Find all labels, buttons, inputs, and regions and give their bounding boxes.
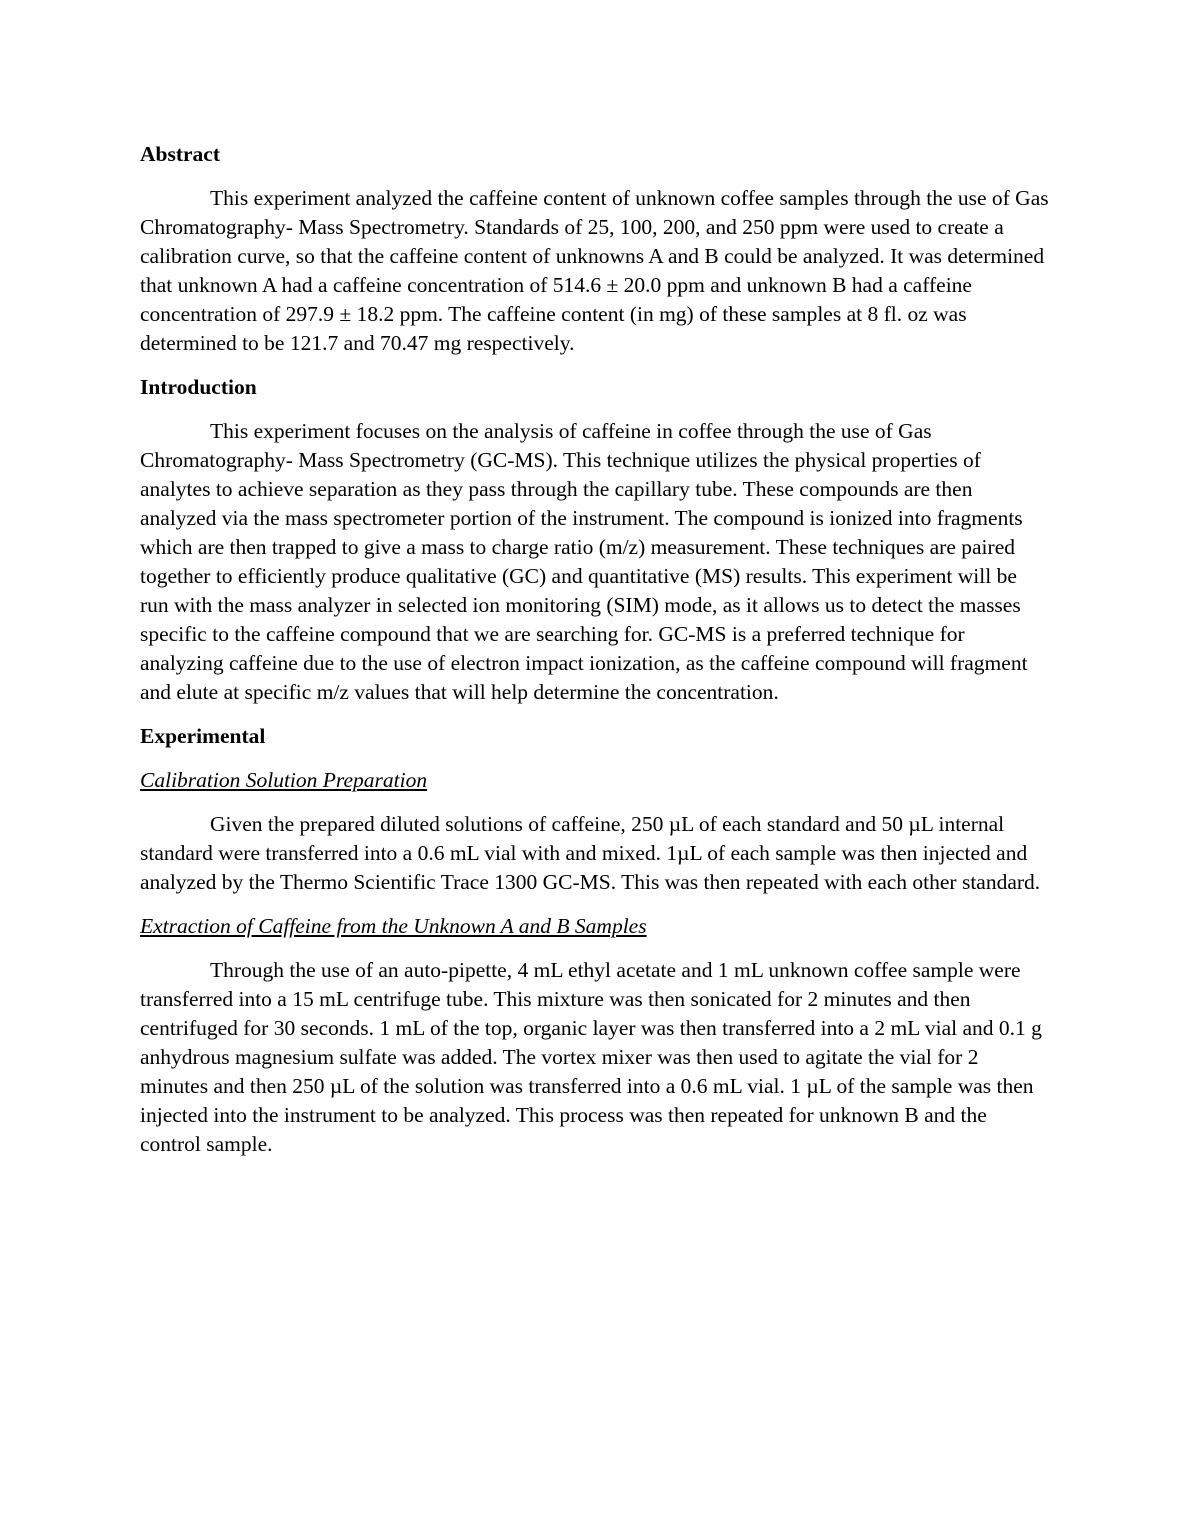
abstract-heading: Abstract xyxy=(140,142,221,166)
calibration-subheading: Calibration Solution Preparation xyxy=(140,768,428,792)
introduction-paragraph: This experiment focuses on the analysis of caffeine in coffee through the use of Gas Chromatography- Mass Spectrometry (GC-MS). This technique utilizes the physical properties of analytes to achieve separation as they pass through the capillary tube. These compounds are then analyzed via the mass spectrometer portion of the instrument. The compound is ionized into fragments which are then trapped to give a mass to charge ratio (m/z) measurement. These techniques are paired together to efficiently produce qualitative (GC) and quantitative (MS) results. This experiment will be run with the mass analyzer in selected ion monitoring (SIM) mode, as it allows us to detect the masses specific to the caffeine compound that we are searching for. GC-MS is a preferred technique for analyzing caffeine due to the use of electron impact ionization, as the caffeine compound will fragment and elute at specific m/z values that will help determine the concentration. xyxy=(140,419,1028,704)
extraction-paragraph: Through the use of an auto-pipette, 4 mL ethyl acetate and 1 mL unknown coffee sample were transferred into a 15 mL centrifuge tube. This mixture was then sonicated for 2 minutes and then centrifuged for 30 seconds. 1 mL of the top, organic layer was then transferred into a 2 mL vial and 0.1 g anhydrous magnesium sulfate was added. The vortex mixer was then used to agitate the vial for 2 minutes and then 250 µL of the solution was transferred into a 0.6 mL vial. 1 µL of the sample was then injected into the instrument to be analyzed. This process was then repeated for unknown B and the control sample. xyxy=(140,958,1042,1156)
introduction-heading: Introduction xyxy=(140,375,257,399)
document-page xyxy=(140,140,1050,1174)
calibration-paragraph: Given the prepared diluted solutions of caffeine, 250 µL of each standard and 50 µL internal standard were transferred into a 0.6 mL vial with and mixed. 1µL of each sample was then injected and analyzed by the Thermo Scientific Trace 1300 GC-MS. This was then repeated with each other standard. xyxy=(140,812,1041,894)
experimental-heading: Experimental xyxy=(140,724,266,748)
extraction-subheading: Extraction of Caffeine from the Unknown A and B Samples xyxy=(140,914,647,938)
abstract-paragraph: This experiment analyzed the caffeine content of unknown coffee samples through the use of Gas Chromatography- Mass Spectrometry. Standards of 25, 100, 200, and 250 ppm were used to create a calibration curve, so that the caffeine content of unknowns A and B could be analyzed. It was determined that unknown A had a caffeine concentration of 514.6 ± 20.0 ppm and unknown B had a caffeine concentration of 297.9 ± 18.2 ppm. The caffeine content (in mg) of these samples at 8 fl. oz was determined to be 121.7 and 70.47 mg respectively. xyxy=(140,186,1049,355)
